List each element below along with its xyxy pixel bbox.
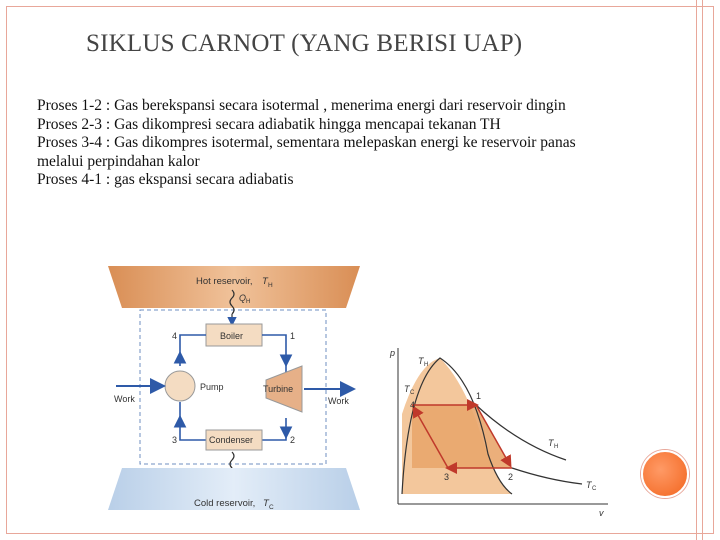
carnot-schematic	[108, 262, 370, 512]
process-line: melalui perpindahan kalor	[37, 152, 200, 170]
th-top-sub: H	[424, 362, 429, 368]
point-4: 4	[410, 400, 416, 410]
turbine-label: Turbine	[263, 384, 294, 394]
tc-curve-sub: C	[592, 486, 597, 492]
state-4: 4	[172, 331, 178, 341]
hot-reservoir	[108, 266, 360, 308]
tc-curve-label: T	[586, 480, 592, 490]
work-in-label: Work	[114, 394, 135, 404]
hot-reservoir-label: Hot reservoir,	[196, 276, 253, 287]
slide-title: SIKLUS CARNOT (YANG BERISI UAP)	[86, 30, 523, 57]
frame-line	[696, 0, 697, 540]
process-line: Proses 3-4 : Gas dikompres isotermal, sementara melepaskan energi ke reservoir panas	[37, 134, 576, 151]
cold-reservoir-label: Cold reservoir,	[194, 498, 256, 509]
process-line: Proses 2-3 : Gas dikompresi secara adiabatik hingga mencapai tekanan TH	[37, 115, 501, 133]
condenser-label: Condenser	[209, 435, 254, 445]
qh-label: Q	[239, 293, 247, 303]
tc-left-label: T	[404, 384, 410, 394]
v-axis-label: v	[599, 508, 604, 518]
hot-sub: H	[268, 282, 273, 289]
state-3: 3	[172, 435, 178, 445]
th-curve-sub: H	[554, 444, 559, 450]
boiler-label: Boiler	[220, 331, 244, 341]
qh-sub: H	[246, 299, 251, 305]
cold-symbol: T	[263, 498, 269, 509]
p-axis-label: p	[390, 348, 396, 358]
process-line: Proses 4-1 : gas ekspansi secara adiabatis	[37, 171, 294, 188]
cycle-area	[412, 405, 512, 468]
frame-line	[702, 0, 703, 540]
work-out-label: Work	[328, 396, 349, 406]
state-2: 2	[290, 435, 296, 445]
hot-symbol: T	[262, 276, 268, 287]
tc-left-sub: C	[410, 390, 415, 396]
pump-label: Pump	[200, 382, 224, 392]
point-1: 1	[476, 391, 482, 401]
decorative-circle	[641, 450, 689, 498]
pv-diagram	[388, 344, 612, 520]
th-top-label: T	[418, 356, 424, 366]
pump	[165, 371, 195, 401]
th-curve-label: T	[548, 438, 554, 448]
cold-sub: C	[269, 504, 274, 511]
point-3: 3	[444, 472, 450, 482]
point-2: 2	[508, 472, 514, 482]
isotherm-tc	[512, 468, 582, 484]
state-1: 1	[290, 331, 296, 341]
slide-body	[37, 97, 687, 190]
process-line: Proses 1-2 : Gas berekspansi secara isotermal , menerima energi dari reservoir dingin	[37, 97, 566, 114]
